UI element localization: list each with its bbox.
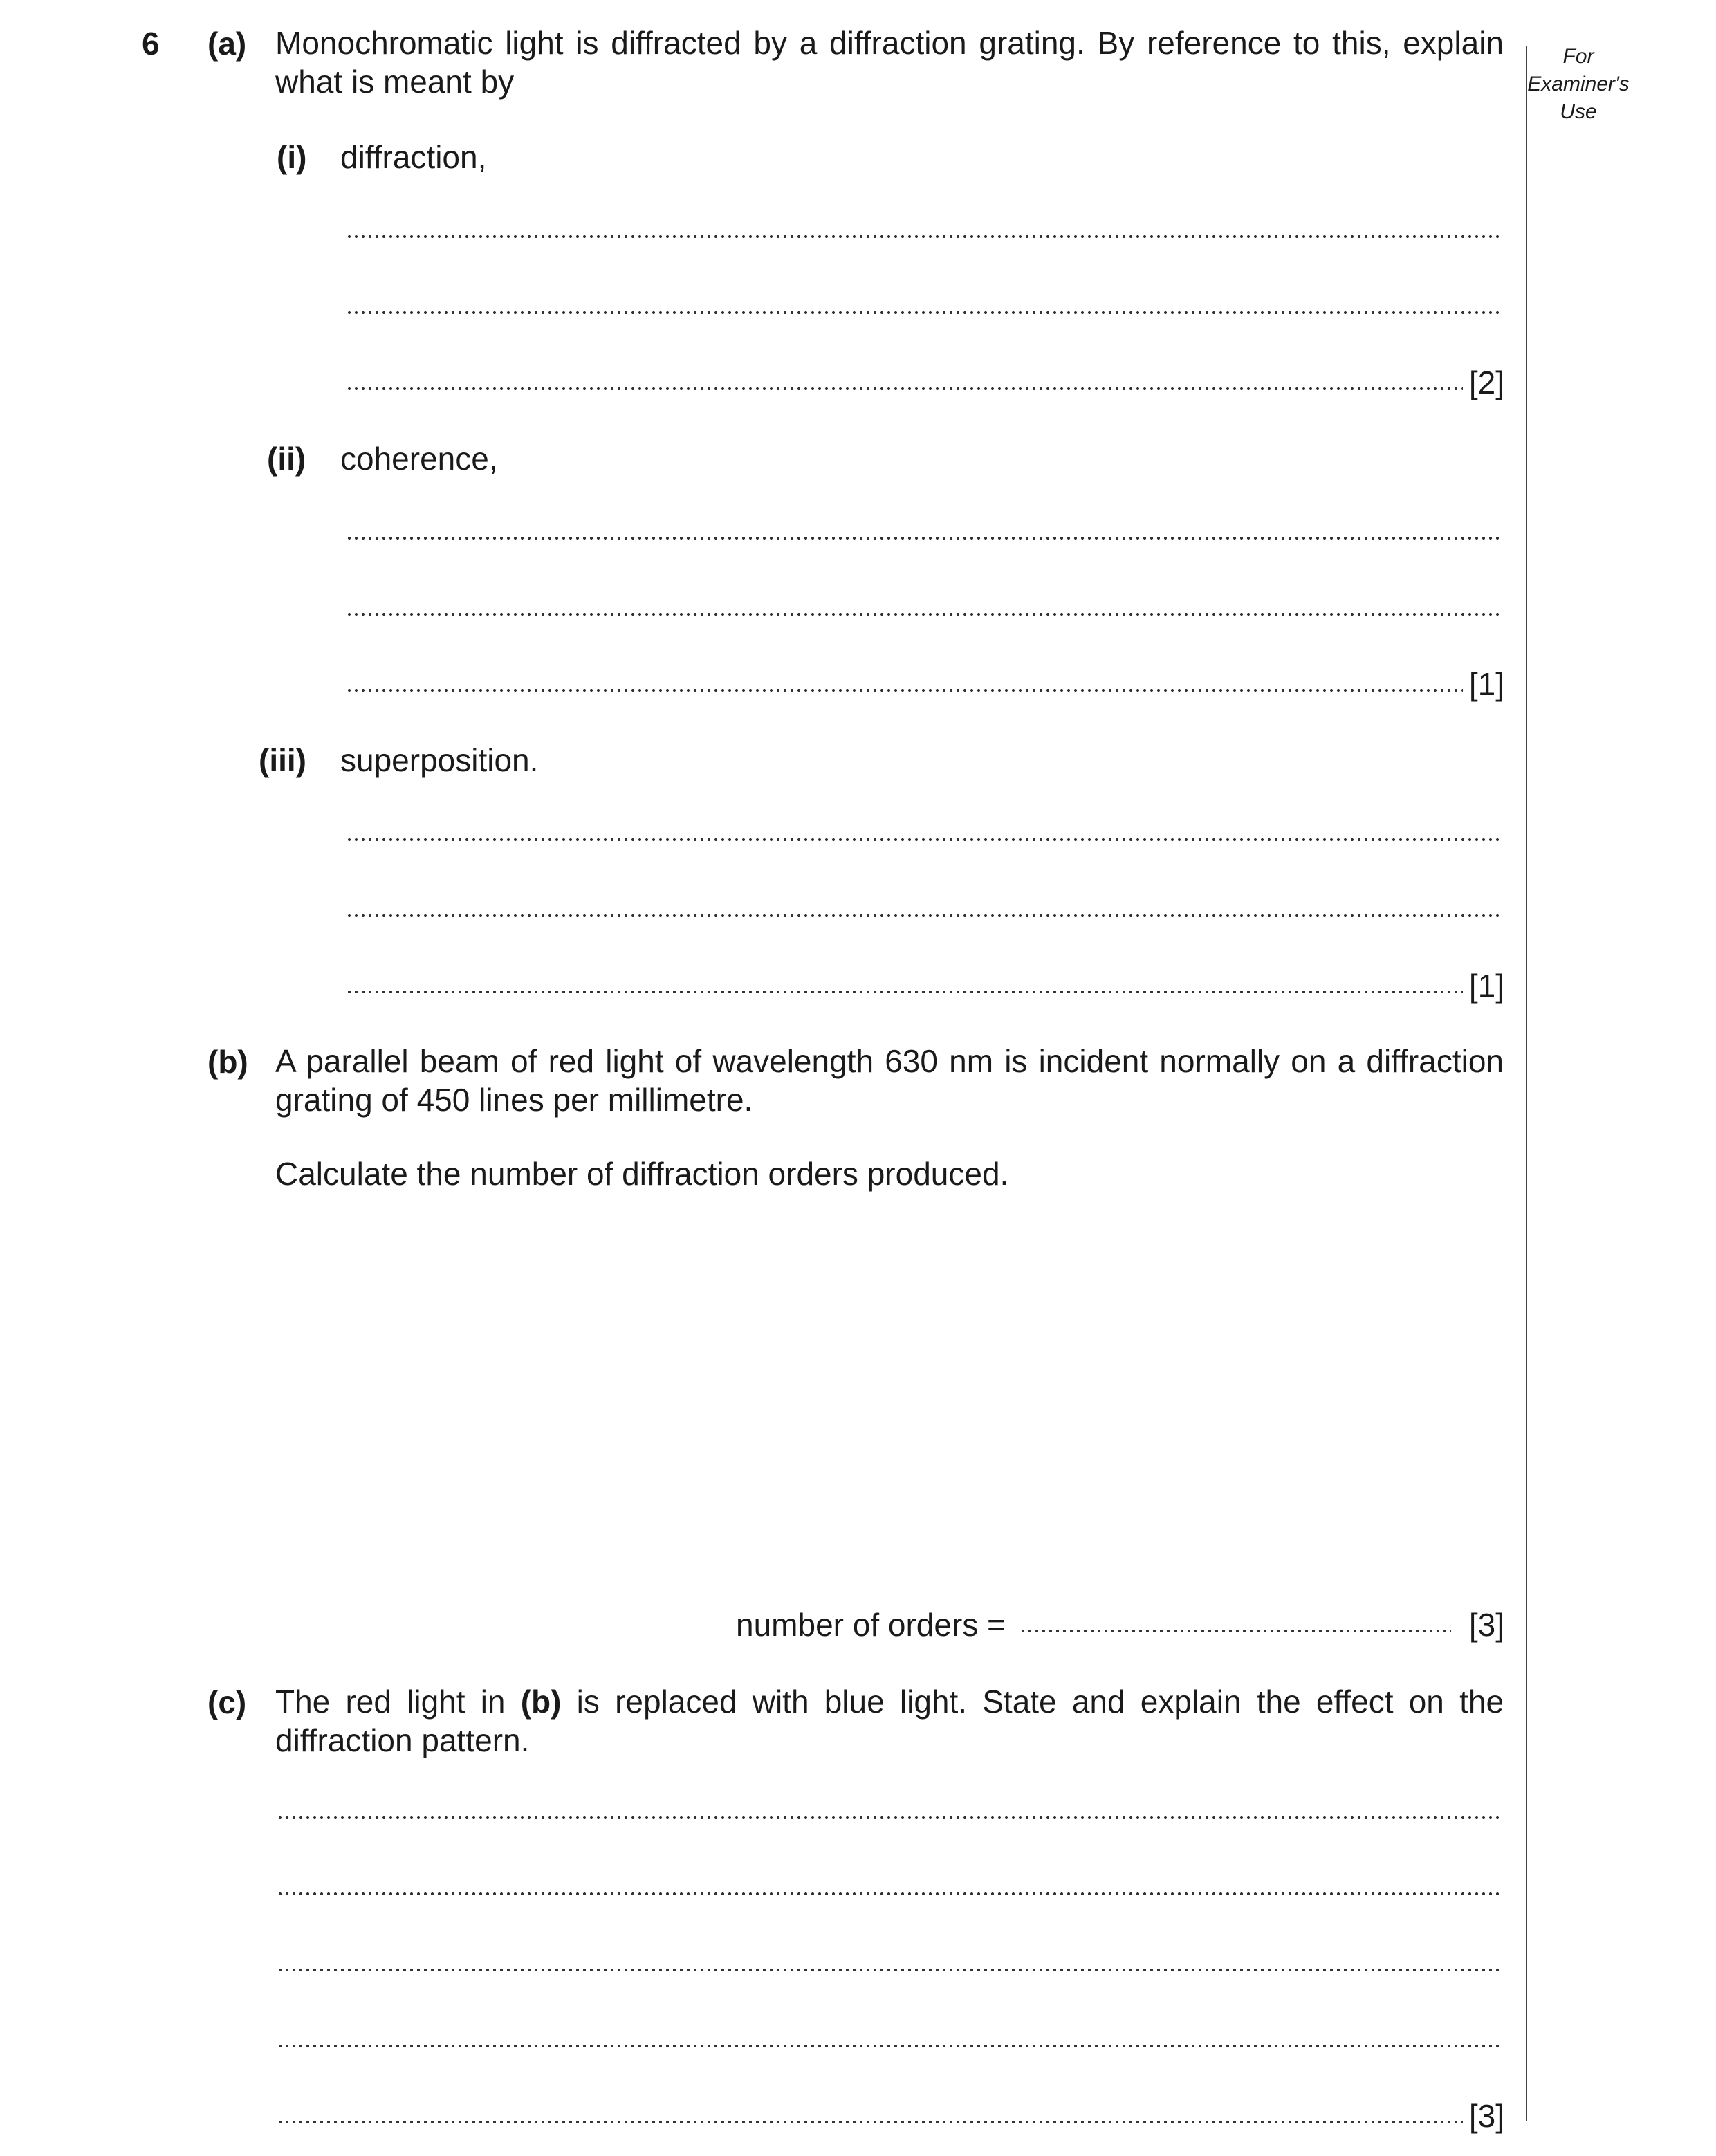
- mark-allocation: [1]: [1468, 666, 1504, 702]
- part-c-label: (c): [207, 1684, 247, 1720]
- part-b-text: A parallel beam of red light of wavelength 630 nm is incident normally on a diffraction grating of 450 lines per millimetre.: [275, 1043, 1504, 1118]
- mark-allocation: [3]: [1468, 2098, 1504, 2134]
- sub-i-text: diffraction,: [340, 139, 487, 175]
- sub-ii-text: coherence,: [340, 441, 498, 477]
- answer-line[interactable]: [346, 534, 1501, 542]
- answer-label: number of orders =: [736, 1607, 1006, 1643]
- answer-line[interactable]: [346, 232, 1501, 241]
- working-space[interactable]: [275, 1217, 1504, 1577]
- answer-line[interactable]: [346, 385, 1463, 393]
- answer-line[interactable]: [346, 988, 1463, 996]
- answer-line[interactable]: [346, 308, 1501, 317]
- examiner-label-line2: Examiner's: [1527, 73, 1630, 95]
- sub-iii-text: superposition.: [340, 742, 539, 778]
- part-b-label: (b): [207, 1044, 248, 1080]
- part-c-text-start: The red light in: [275, 1684, 506, 1720]
- part-c-reference: (b): [520, 1684, 562, 1720]
- part-c-text: [275, 1682, 1504, 1760]
- mark-allocation: [2]: [1468, 365, 1504, 400]
- sub-ii-label: (ii): [267, 441, 306, 477]
- part-c-text-end: is replaced with blue light. State and explain the effect on the diffraction pattern.: [275, 1684, 1504, 1758]
- sub-iii-label: (iii): [259, 742, 306, 778]
- examiner-label-line3: Use: [1560, 100, 1597, 123]
- answer-line[interactable]: [346, 912, 1501, 920]
- part-a-text: Monochromatic light is diffracted by a diffraction grating. By reference to this, explain what is meant by: [275, 25, 1504, 100]
- answer-line[interactable]: [277, 2118, 1463, 2126]
- examiner-margin-line: [1526, 46, 1527, 2121]
- answer-line[interactable]: [1020, 1627, 1451, 1635]
- answer-line[interactable]: [346, 836, 1501, 844]
- question-number: 6: [142, 26, 160, 62]
- sub-i-label: (i): [277, 139, 307, 175]
- answer-line[interactable]: [277, 2042, 1501, 2050]
- part-b-instruction: Calculate the number of diffraction orders produced.: [275, 1156, 1009, 1192]
- answer-line[interactable]: [277, 1814, 1501, 1822]
- examiner-use-label: [1526, 43, 1631, 126]
- part-a-label: (a): [207, 26, 247, 62]
- mark-allocation: [3]: [1468, 1607, 1504, 1643]
- answer-line[interactable]: [346, 610, 1501, 618]
- answer-line[interactable]: [277, 1966, 1501, 1974]
- answer-line[interactable]: [277, 1890, 1501, 1898]
- mark-allocation: [1]: [1468, 968, 1504, 1004]
- answer-line[interactable]: [346, 686, 1463, 694]
- examiner-label-line1: For: [1562, 45, 1594, 68]
